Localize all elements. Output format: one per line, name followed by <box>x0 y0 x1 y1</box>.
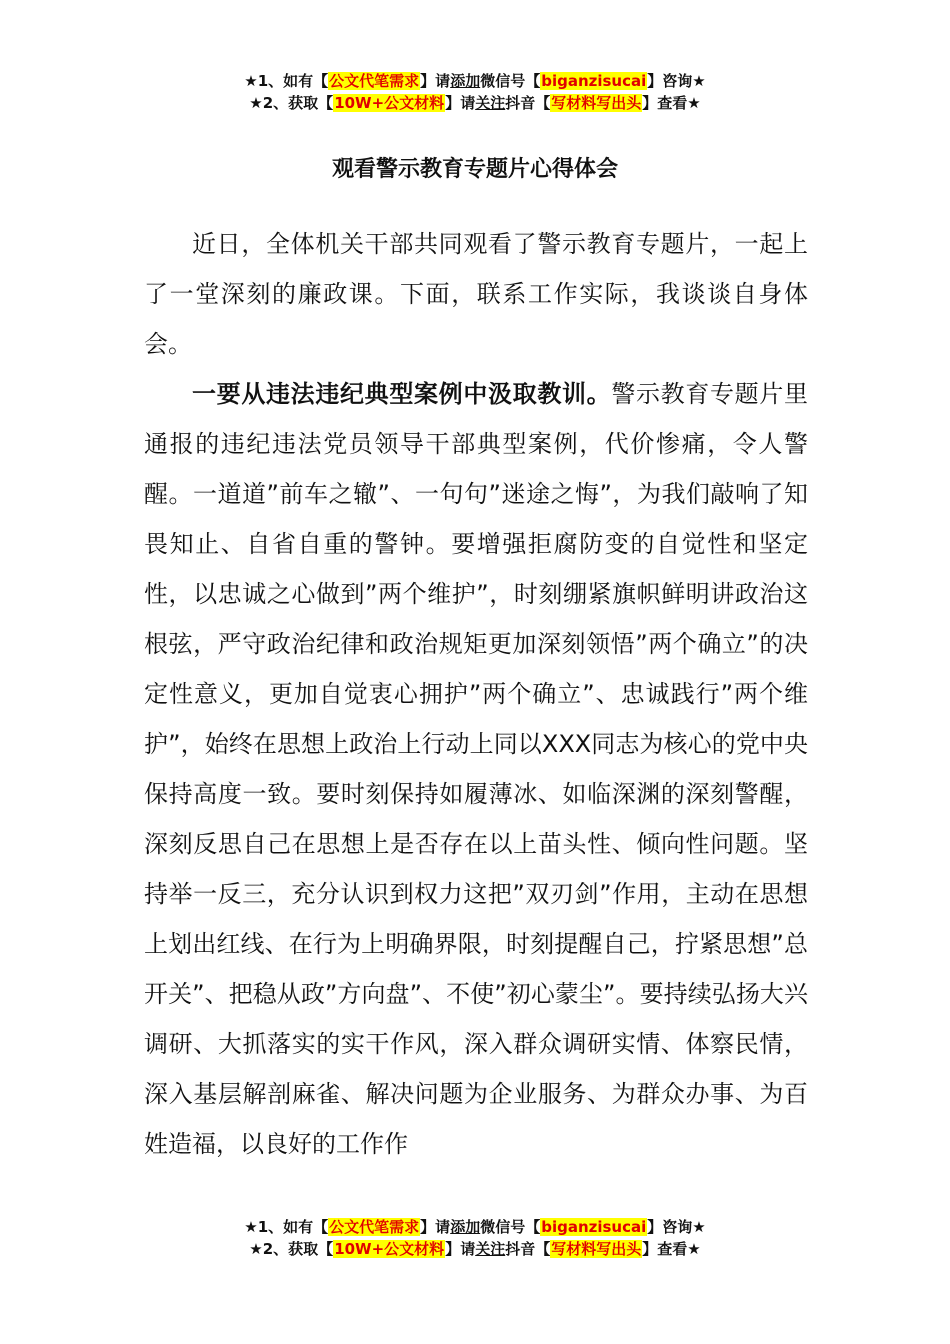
banner-line-2 <box>0 92 950 114</box>
body-text-area <box>144 219 808 1199</box>
banner-text: 】查看★ <box>642 1240 701 1258</box>
banner-text: 微信号【 <box>480 1218 541 1236</box>
banner-highlight: 10W+公文材料 <box>334 94 445 112</box>
section-1-lead: 一要从违法违纪典型案例中汲取教训。 <box>192 380 612 408</box>
banner-text: 抖音【 <box>505 1240 551 1258</box>
banner-text: 】请 <box>420 72 451 90</box>
intro-paragraph: 近日，全体机关干部共同观看了警示教育专题片，一起上了一堂深刻的廉政课。下面，联系工作实际，我谈谈自身体会。 <box>144 230 808 358</box>
banner-underline: 添加 <box>450 72 481 90</box>
bottom-banner <box>0 1216 950 1260</box>
banner-highlight: biganzisucai <box>541 1218 647 1236</box>
banner-text: ★1、如有【 <box>244 1218 329 1236</box>
banner-underline: 关注 <box>475 1240 506 1258</box>
banner-line-1 <box>0 70 950 92</box>
banner-highlight: 写材料写出头 <box>551 94 642 112</box>
top-banner <box>0 70 950 114</box>
banner-text: 】咨询★ <box>647 1218 706 1236</box>
banner-text: ★2、获取【 <box>249 94 334 112</box>
banner-text: ★2、获取【 <box>249 1240 334 1258</box>
banner-highlight: 公文代笔需求 <box>329 1218 420 1236</box>
banner-text: 】查看★ <box>642 94 701 112</box>
banner-text: 微信号【 <box>480 72 541 90</box>
banner-text: 】请 <box>445 94 476 112</box>
banner-highlight: 10W+公文材料 <box>334 1240 445 1258</box>
section-1-body: 警示教育专题片里通报的违纪违法党员领导干部典型案例，代价惨痛，令人警醒。一道道”前车之辙”、一句句”迷途之悔”，为我们敲响了知畏知止、自省自重的警钟。要增强拒腐防变的自觉性和坚定性，以忠诚之心做到”两个维护”，时刻绷紧旗帜鲜明讲政治这根弦，严守政治纪律和政治规矩更加深刻领悟”两个确立”的决定性意义，更加自觉衷心拥护”两个确立”、忠诚践行”两个维护”，始终在思想上政治上行动上同以XXX同志为核心的党中央保持高度一致。要时刻保持如履薄冰、如临深渊的深刻警醒，深刻反思自己在思想上是否存在以上苗头性、倾向性问题。坚持举一反三，充分认识到权力这把”双刃剑”作用，主动在思想上划出红线、在行为上明确界限，时刻提醒自己，拧紧思想”总开关”、把稳从政”方向盘”、不使”初心蒙尘”。要持续弘扬大兴调研、大抓落实的实干作风，深入群众调研实情、体察民情，深入基层解剖麻雀、解决问题为企业服务、为群众办事、为百姓造福，以良好的工作作 <box>144 380 808 1158</box>
banner-underline: 添加 <box>450 1218 481 1236</box>
document-title: 观看警示教育专题片心得体会 <box>331 157 618 182</box>
banner-line-1 <box>0 1216 950 1238</box>
banner-underline: 关注 <box>475 94 506 112</box>
banner-highlight: biganzisucai <box>541 72 647 90</box>
banner-text: 】咨询★ <box>647 72 706 90</box>
banner-line-2 <box>0 1238 950 1260</box>
banner-text: 】请 <box>445 1240 476 1258</box>
banner-text: ★1、如有【 <box>244 72 329 90</box>
banner-highlight: 公文代笔需求 <box>329 72 420 90</box>
document-body <box>144 219 808 1199</box>
banner-highlight: 写材料写出头 <box>551 1240 642 1258</box>
section-1-paragraph <box>144 369 808 1169</box>
banner-text: 】请 <box>420 1218 451 1236</box>
banner-text: 抖音【 <box>505 94 551 112</box>
